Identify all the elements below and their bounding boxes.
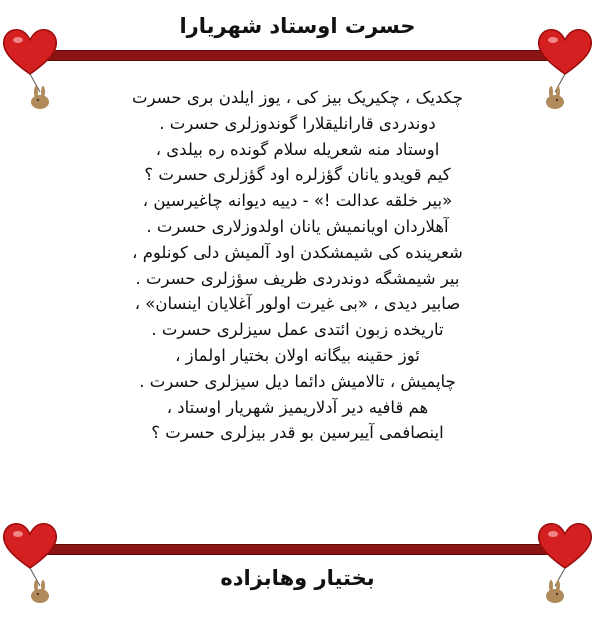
poem-line: آهلاردان اویانمیش یانان اولدوزلاری حسرت .	[146, 216, 449, 236]
heart-balloon-bunny-icon	[0, 516, 60, 611]
poem-line: بیر شیمشگه دوندردی ظریف سؤزلری حسرت .	[135, 268, 460, 288]
poem-line: هم قافیه دیر آدلاریمیز شهریار اوستاد ،	[166, 397, 429, 417]
poem-body	[90, 85, 505, 446]
heart-balloon-bunny-icon	[0, 22, 60, 117]
poem-line: کیم قویدو یانان گؤزلره اود گؤزلری حسرت ؟	[144, 165, 451, 185]
heart-balloon-bunny-icon	[535, 516, 595, 611]
poem-line: شعرینده کی شیمشکدن اود آلمیش دلی کونلوم ،	[132, 242, 463, 262]
bottom-divider-bar	[40, 544, 555, 555]
poem-author: بختیار وهابزاده	[220, 566, 375, 590]
poem-line: دوندردی قارانلیقلارا گوندوزلری حسرت .	[159, 113, 436, 133]
poem-line: اینصافمی آییرسین بو قدر بیزلری حسرت ؟	[151, 423, 444, 443]
poem-line: «بیر خلقه عدالت !» - دییه دیوانه چاغیرسین ،	[142, 191, 453, 211]
heart-balloon-bunny-icon	[535, 22, 595, 117]
poem-title: حسرت اوستاد شهریارا	[179, 14, 416, 38]
poem-line: اوستاد منه شعریله سلام گونده ره بیلدی ،	[155, 139, 440, 159]
poem-line: چکدیک ، چکیریک بیز کی ، یوز ایلدن بری حسرت	[132, 88, 463, 107]
top-divider-bar	[40, 50, 555, 61]
poem-line: صابیر دیدی ، «بی غیرت اولور آغلایان اینسان» ،	[134, 294, 461, 314]
poem-line: تاریخده زبون ائتدی عمل سیزلری حسرت .	[151, 320, 444, 340]
poem-line: ئوز حقینه بیگانه اولان بختیار اولماز ،	[175, 345, 420, 365]
poem-line: چاپمیش ، تالامیش دائما دیل سیزلری حسرت .	[139, 371, 456, 391]
